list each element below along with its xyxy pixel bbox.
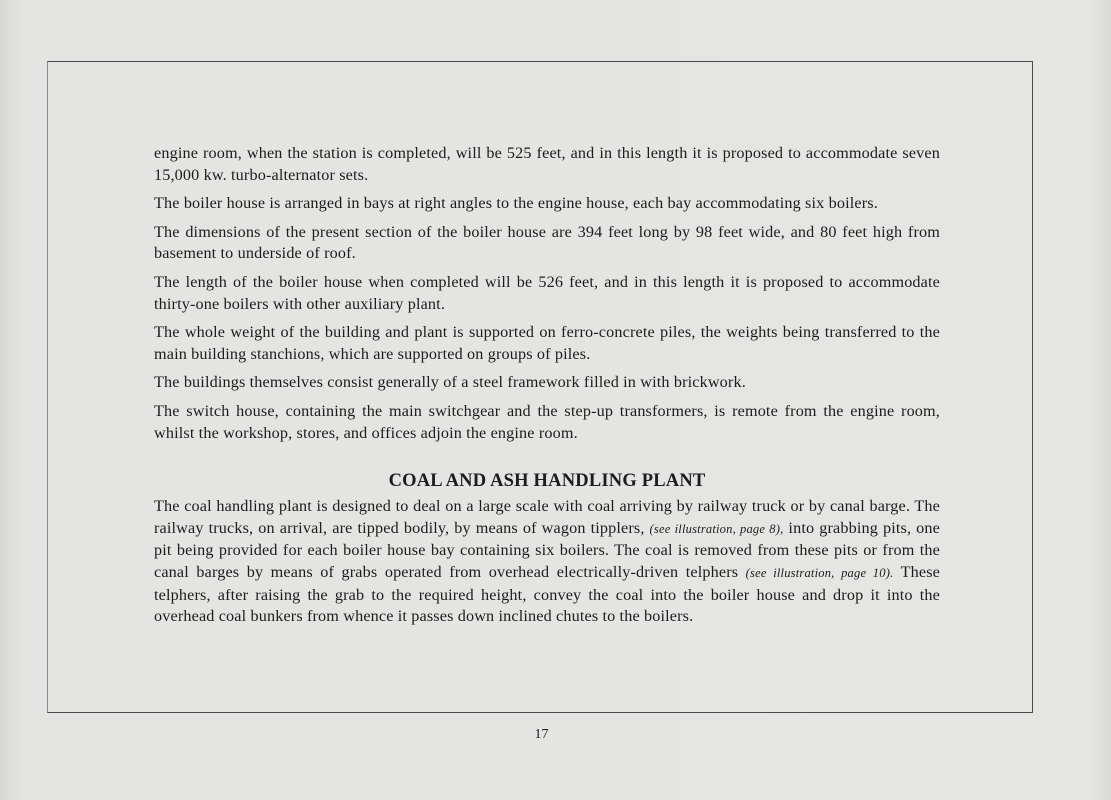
paragraph-coal-handling: [154, 496, 940, 628]
illustration-reference-page-10: (see illustration, page 10).: [745, 565, 894, 580]
paragraph-boiler-house-dimensions: The dimensions of the present section of the boiler house are 394 feet long by 98 feet wide, and 80 feet high from basement to underside of roof.: [154, 222, 940, 263]
paragraph-buildings: The buildings themselves consist generally of a steel framework filled in with brickwork.: [154, 373, 746, 392]
illustration-reference-page-8: (see illustration, page 8),: [649, 521, 784, 536]
paragraph-switch-house: The switch house, containing the main switchgear and the step-up transformers, is remote from the engine room, whilst the workshop, stores, and offices adjoin the engine room.: [154, 401, 940, 442]
paragraph-piles: The whole weight of the building and plant is supported on ferro-concrete piles, the weights being transferred to the main building stanchions, which are supported on groups of piles.: [154, 323, 940, 363]
coal-text-part-1: The coal handling plant is designed to deal on a large scale with coal arriving by railway truck or by canal barge. The railway trucks, on arrival, are tipped bodily, by means of wagon tipplers,: [154, 497, 940, 537]
paragraph-engine-room: engine room, when the station is completed, will be 525 feet, and in this length it is proposed to accommodate seven 15,000 kw. turbo-alternator sets.: [154, 144, 940, 184]
page-content: [154, 143, 940, 635]
coal-text-part-2: into grabbing pits, one pit being provided for each boiler house bay containing six boilers. The coal is removed from these pits or from the canal barges by means of grabs operated from overhead electrically-driven telphers: [154, 518, 940, 581]
paragraph-boiler-house-length: The length of the boiler house when completed will be 526 feet, and in this length it is proposed to accommodate thirty-one boilers with other auxiliary plant.: [154, 272, 940, 313]
coal-text-part-3: These telphers, after raising the grab to the required height, convey the coal into the boiler house and drop it into the overhead coal bunkers from whence it passes down inclined chutes to the boilers.: [154, 562, 940, 626]
section-heading: COAL AND ASH HANDLING PLANT: [388, 471, 706, 492]
paragraph-boiler-house-bays: The boiler house is arranged in bays at right angles to the engine house, each bay accommodating six boilers.: [154, 194, 878, 213]
page-number: 17: [534, 727, 549, 742]
